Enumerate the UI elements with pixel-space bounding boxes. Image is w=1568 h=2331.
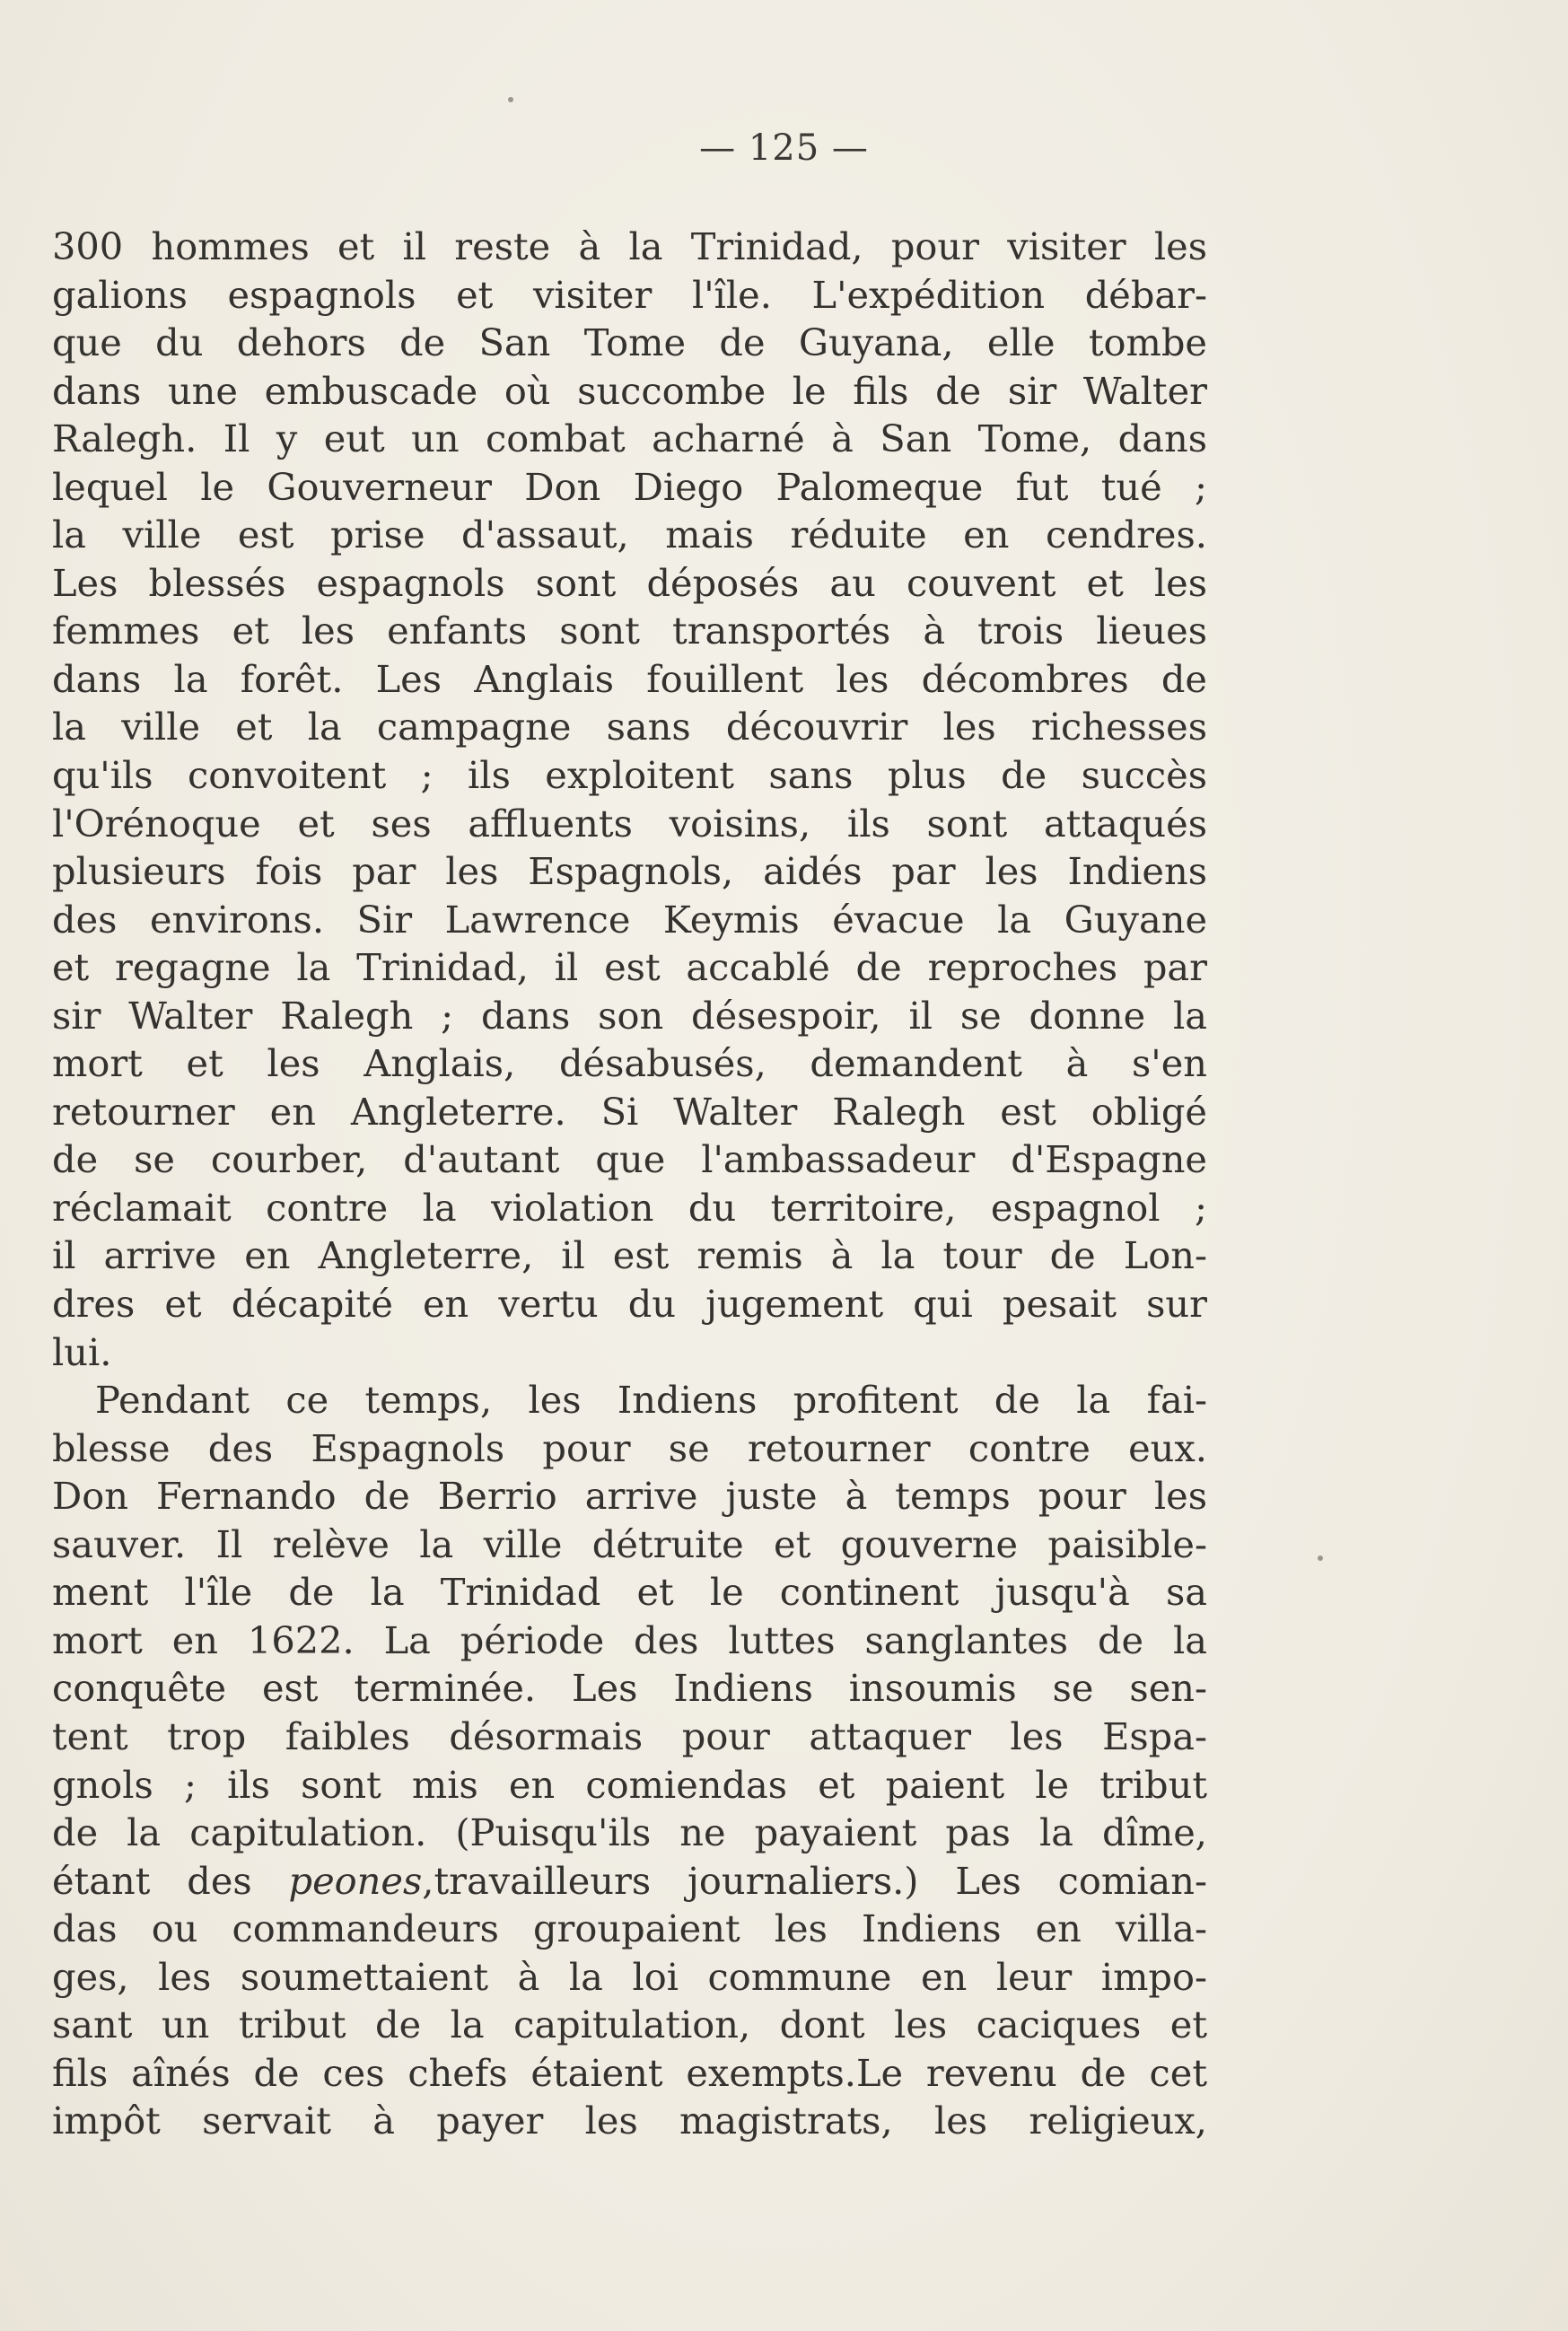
text-line: la ville est prise d'assaut, mais réduite en cendres. xyxy=(52,513,1207,557)
text-line: conquête est terminée. Les Indiens insoumis se sen- xyxy=(52,1666,1207,1711)
text-segment: ,travailleurs journaliers.) Les comian- xyxy=(422,1858,1207,1903)
text-line: dans la forêt. Les Anglais fouillent les décombres de xyxy=(52,656,1207,701)
text-line: impôt servait à payer les magistrats, les religieux, xyxy=(52,2099,1207,2143)
text-line: retourner en Angleterre. Si Walter Ralegh est obligé xyxy=(52,1089,1207,1134)
text-line-with-italic xyxy=(52,1857,1207,1906)
text-line: Don Fernando de Berrio arrive juste à temps pour les xyxy=(52,1474,1207,1519)
text-line: que du dehors de San Tome de Guyana, elle tombe xyxy=(52,320,1207,365)
text-line: fils aînés de ces chefs étaient exempts.Le revenu de cet xyxy=(52,2050,1207,2095)
text-line: sauver. Il relève la ville détruite et gouverne paisible- xyxy=(52,1521,1207,1566)
text-line: Ralegh. Il y eut un combat acharné à San Tome, dans xyxy=(52,416,1207,461)
ink-speck xyxy=(508,97,513,102)
ink-speck xyxy=(1318,1555,1323,1561)
text-line: das ou commandeurs groupaient les Indiens en villa- xyxy=(52,1906,1207,1951)
text-line: la ville et la campagne sans découvrir les richesses xyxy=(52,705,1207,749)
text-line: ment l'île de la Trinidad et le continent jusqu'à sa xyxy=(52,1570,1207,1615)
text-line: Les blessés espagnols sont déposés au couvent et les xyxy=(52,560,1207,605)
text-line: dres et décapité en vertu du jugement qui pesait sur xyxy=(52,1282,1207,1327)
text-line: Pendant ce temps, les Indiens profitent de la fai- xyxy=(95,1378,1207,1423)
text-line: dans une embuscade où succombe le fils de sir Walter xyxy=(52,368,1207,413)
text-line: lui. xyxy=(52,1329,112,1374)
text-line: lequel le Gouverneur Don Diego Palomeque fut tué ; xyxy=(52,464,1207,509)
text-line: et regagne la Trinidad, il est accablé de reproches par xyxy=(52,945,1207,990)
text-line: galions espagnols et visiter l'île. L'expédition débar- xyxy=(52,272,1207,317)
text-line: blesse des Espagnols pour se retourner contre eux. xyxy=(52,1425,1207,1470)
text-line: mort en 1622. La période des luttes sanglantes de la xyxy=(52,1617,1207,1662)
text-line: il arrive en Angleterre, il est remis à la tour de Lon- xyxy=(52,1233,1207,1278)
text-line: plusieurs fois par les Espagnols, aidés par les Indiens xyxy=(52,849,1207,894)
italic-word: peones xyxy=(288,1858,423,1903)
text-line: tent trop faibles désormais pour attaquer les Espa- xyxy=(52,1713,1207,1758)
text-line: de se courber, d'autant que l'ambassadeur d'Espagne xyxy=(52,1137,1207,1182)
text-line: des environs. Sir Lawrence Keymis évacue la Guyane xyxy=(52,897,1207,942)
text-line: 300 hommes et il reste à la Trinidad, pour visiter les xyxy=(52,224,1207,268)
text-line: l'Orénoque et ses affluents voisins, ils sont attaqués xyxy=(52,801,1207,846)
text-line: qu'ils convoitent ; ils exploitent sans plus de succès xyxy=(52,753,1207,798)
text-line: sant un tribut de la capitulation, dont les caciques et xyxy=(52,2002,1207,2047)
text-line: de la capitulation. (Puisqu'ils ne payaient pas la dîme, xyxy=(52,1810,1207,1855)
text-segment: étant des xyxy=(52,1858,289,1903)
body-text xyxy=(52,223,1207,2145)
text-line: femmes et les enfants sont transportés à trois lieues xyxy=(52,609,1207,653)
text-line: gnols ; ils sont mis en comiendas et paient le tribut xyxy=(52,1762,1207,1807)
text-line: ges, les soumettaient à la loi commune en leur impo- xyxy=(52,1954,1207,1999)
text-line: sir Walter Ralegh ; dans son désespoir, il se donne la xyxy=(52,993,1207,1038)
page-number: — 125 — xyxy=(699,127,869,169)
text-line: mort et les Anglais, désabusés, demandent à s'en xyxy=(52,1041,1207,1086)
text-line: réclamait contre la violation du territoire, espagnol ; xyxy=(52,1185,1207,1230)
